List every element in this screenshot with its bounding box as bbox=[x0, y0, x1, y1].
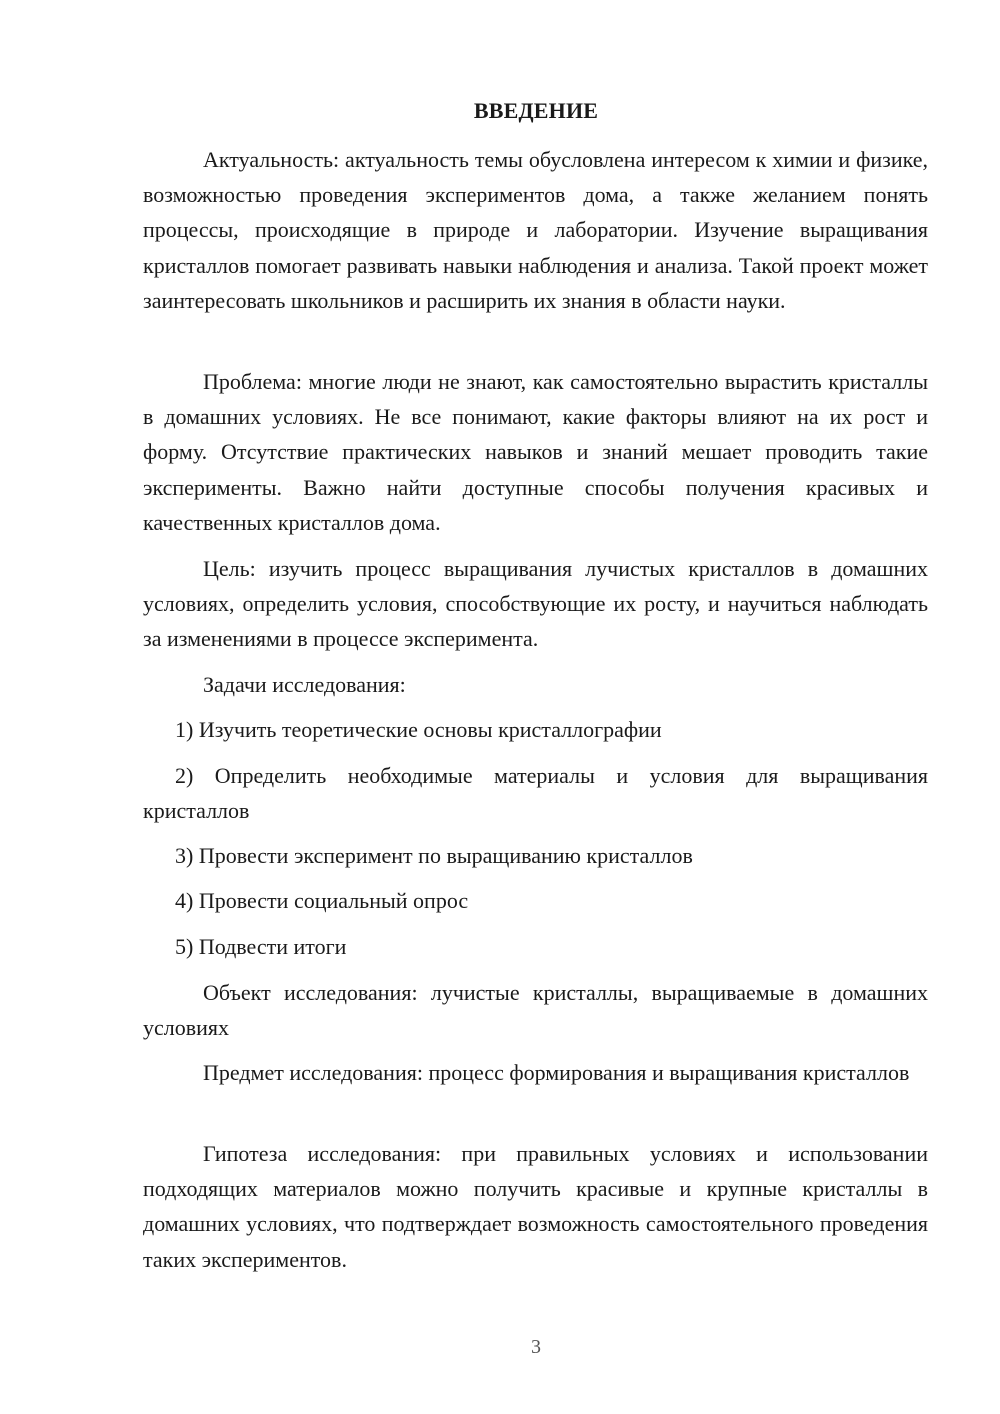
problem-paragraph: Проблема: многие люди не знают, как самостоятельно вырастить кристаллы в домашних условиях. Не все понимают, какие факторы влияют на их рост и форму. Отсутствие практических навыков и знаний мешает проводить такие эксперименты. Важно найти доступные способы получения красивых и качественных кристаллов дома. bbox=[143, 369, 928, 535]
relevance-paragraph: Актуальность: актуальность темы обусловлена интересом к химии и физике, возможностью проведения экспериментов дома, а также желанием понять процессы, происходящие в природе и лаборатории. Изучение выращивания кристаллов помогает развивать навыки наблюдения и анализа. Такой проект может заинтересовать школьников и расширить их знания в области науки. bbox=[143, 147, 928, 313]
task-item: 3) Провести эксперимент по выращиванию кристаллов bbox=[175, 843, 693, 868]
subject-paragraph: Предмет исследования: процесс формирования и выращивания кристаллов bbox=[203, 1060, 910, 1085]
page-number: 3 bbox=[531, 1336, 541, 1358]
page-heading: ВВЕДЕНИЕ bbox=[473, 98, 599, 123]
task-item: 1) Изучить теоретические основы кристаллографии bbox=[175, 717, 662, 742]
task-item: 4) Провести социальный опрос bbox=[175, 888, 469, 913]
object-paragraph: Объект исследования: лучистые кристаллы, выращиваемые в домашних условиях bbox=[143, 980, 928, 1041]
tasks-title: Задачи исследования: bbox=[203, 672, 406, 697]
hypothesis-paragraph: Гипотеза исследования: при правильных условиях и использовании подходящих материалов можно получить красивые и крупные кристаллы в домашних условиях, что подтверждает возможность самостоятельного проведения таких экспериментов. bbox=[143, 1141, 928, 1272]
goal-paragraph: Цель: изучить процесс выращивания лучистых кристаллов в домашних условиях, определить условия, способствующие их росту, и научиться наблюдать за изменениями в процессе эксперимента. bbox=[143, 556, 928, 652]
task-item: 5) Подвести итоги bbox=[175, 934, 347, 959]
task-item: 2) Определить необходимые материалы и условия для выращивания кристаллов bbox=[143, 763, 928, 824]
